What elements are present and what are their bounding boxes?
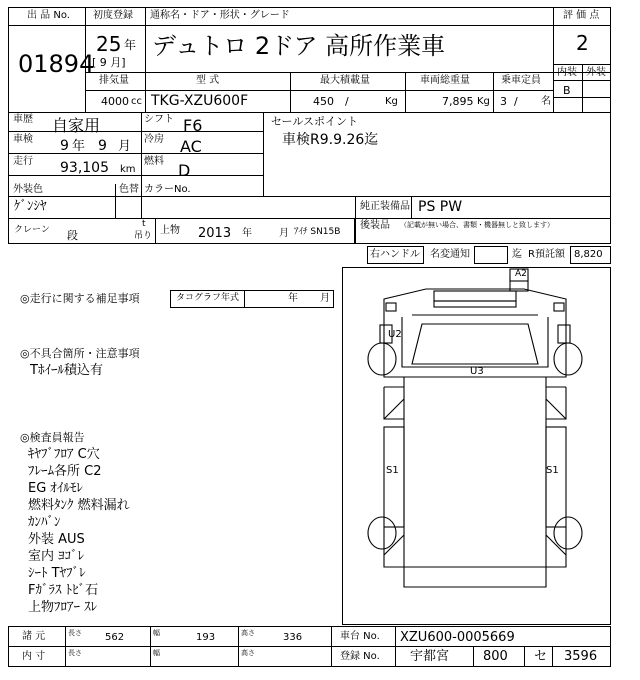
inner-width-label: 幅	[153, 649, 160, 657]
inspection-year: 9	[60, 138, 69, 154]
upper-label: 上物	[160, 225, 180, 236]
gross-weight: 7,895	[442, 95, 474, 108]
height: 336	[283, 632, 303, 643]
until-label: 迄	[512, 249, 522, 260]
chassis: XZU600-0005669	[400, 630, 515, 645]
displacement: 4000	[101, 95, 129, 108]
displacement-unit: cc	[131, 96, 142, 107]
crane-label: クレーン	[14, 225, 50, 235]
gross-weight-label: 車両総重量	[420, 75, 470, 86]
max-load-label: 最大積載量	[320, 75, 370, 86]
chassis-label: 車台 No.	[340, 631, 380, 642]
crane-stage-unit: 段	[67, 229, 78, 242]
lot-no-label: 出 品 No.	[27, 10, 70, 21]
max-load-unit: Kg	[385, 96, 398, 107]
width-label: 幅	[153, 629, 160, 637]
upper-month-unit: 月	[279, 228, 289, 239]
interior-label: 内装	[557, 67, 577, 78]
fuel-label: 燃料	[144, 156, 164, 167]
inspection-year-unit: 年	[72, 139, 86, 154]
inspector-item: ｷﾔﾌﾞﾌﾛｱ C穴	[28, 447, 100, 462]
rating-label: 評 価 点	[563, 10, 600, 21]
mark-s1-right: S1	[546, 465, 559, 476]
history-label: 車歴	[13, 114, 33, 125]
inspector-item: Fｶﾞﾗｽ ﾄﾋﾞ石	[28, 583, 99, 598]
upper-model: ｱｲﾁ SN15B	[294, 227, 341, 237]
name-label: 通称名・ドア・形状・グレード	[150, 10, 290, 21]
handle: 右ハンドル	[370, 249, 420, 260]
standard-equipment-label: 純正装備品	[360, 201, 410, 212]
vehicle-name: デュトロ 2ドア 高所作業車	[152, 32, 446, 60]
inspector-item: 室内 ﾖｺﾞﾚ	[28, 549, 85, 564]
reg-kana: セ	[534, 649, 548, 664]
defects-text: Tﾎｲｰﾙ積込有	[30, 363, 103, 378]
mark-u2: U2	[388, 329, 402, 340]
inspection-month-unit: 月	[118, 139, 132, 154]
crane-ton-unit: t	[142, 219, 146, 229]
reg-class: 800	[483, 649, 508, 664]
model-label: 型 式	[196, 75, 220, 86]
first-reg-label: 初度登録	[93, 10, 133, 21]
sales-point-label: セールスポイント	[271, 115, 359, 128]
capacity-unit: 名	[541, 96, 551, 107]
history: 自家用	[52, 116, 101, 135]
upper-year-unit: 年	[242, 228, 252, 239]
inner-length-label: 長さ	[68, 649, 82, 657]
height-label: 高さ	[241, 629, 255, 637]
recycle-label: R預託額	[528, 249, 565, 260]
truck-diagram	[342, 267, 611, 625]
mileage: 93,105	[60, 160, 109, 176]
defects-label: ◎不具合箇所・注意事項	[20, 347, 140, 360]
reg-number: 3596	[564, 649, 598, 664]
capacity-label: 乗車定員	[501, 75, 541, 86]
upper-year: 2013	[198, 226, 232, 241]
exterior-color: ｹﾞﾝｼﾔ	[14, 199, 47, 214]
mileage-label: 走行	[13, 156, 33, 167]
inspector-item: ｼｰﾄ Tﾔﾌﾞﾚ	[28, 566, 86, 581]
specs-label: 諸 元	[22, 631, 46, 642]
mileage-unit: km	[120, 164, 136, 175]
inner-label: 内 寸	[22, 651, 46, 662]
tacho-month-unit: 月	[320, 293, 330, 304]
tacho-label: タコグラフ年式	[176, 293, 240, 303]
mark-u3: U3	[470, 366, 484, 377]
recycle-value: 8,820	[574, 249, 603, 260]
length-label: 長さ	[68, 629, 82, 637]
inspection-month: 9	[98, 138, 107, 154]
first-reg-month: [ 9 月]	[92, 56, 126, 69]
shift-label: シフト	[144, 114, 174, 125]
mark-s1-left: S1	[386, 465, 399, 476]
standard-equipment: PS PW	[418, 199, 463, 215]
name-change-box	[474, 246, 508, 264]
inspector-item: ｶﾝﾊﾞﾝ	[28, 515, 61, 530]
max-load-slash: /	[345, 95, 349, 108]
first-reg-year: 25	[96, 32, 122, 56]
inspector-item: 燃料ﾀﾝｸ 燃料漏れ	[28, 498, 130, 513]
interior-grade: B	[563, 84, 571, 97]
color-no-label: カラーNo.	[144, 184, 191, 195]
inspector-item: EG ｵｲﾙﾓﾚ	[28, 481, 83, 496]
exterior-color-label: 外装色	[13, 184, 43, 195]
inspector-item: 上物ﾌﾛｱｰ ｽﾚ	[28, 600, 98, 615]
inspector-item: 外装 AUS	[28, 532, 85, 547]
reg-place: 宇都宮	[410, 649, 450, 664]
model: TKG-XZU600F	[151, 93, 249, 109]
gross-weight-unit: Kg	[477, 96, 490, 107]
exterior-label: 外装	[586, 67, 606, 78]
inspection-label: 車検	[13, 134, 33, 145]
max-load: 450	[313, 95, 334, 108]
ac-label: 冷房	[144, 134, 164, 145]
inspector-label: ◎検査員報告	[20, 431, 85, 444]
name-change-label-visible: 名変通知	[430, 249, 470, 260]
crane-lift-unit: 吊り	[134, 231, 153, 241]
lot-no: 01894	[18, 50, 95, 78]
inspector-item: ﾌﾚｰﾑ各所 C2	[28, 464, 102, 479]
shift: F6	[183, 116, 203, 135]
driving-notes-label: ◎走行に関する補足事項	[20, 292, 140, 305]
rating: 2	[576, 31, 589, 55]
capacity-slash: /	[514, 95, 518, 108]
color-change-label: 色替	[119, 184, 139, 195]
year-unit: 年	[124, 38, 137, 52]
reg-label: 登録 No.	[340, 651, 380, 662]
tacho-year-unit: 年	[288, 293, 298, 304]
aftermarket-label: 後装品	[360, 220, 390, 231]
displacement-label: 排気量	[99, 75, 129, 86]
inner-height-label: 高さ	[241, 649, 255, 657]
length: 562	[105, 632, 125, 643]
aftermarket-note: （記載が無い場合、書類・機器無しと致します）	[400, 221, 554, 229]
capacity: 3	[500, 95, 507, 108]
fuel: D	[178, 161, 191, 180]
sales-point: 車検R9.9.26迄	[282, 132, 379, 148]
mark-a2: A2	[515, 269, 527, 279]
width: 193	[196, 632, 216, 643]
ac: AC	[180, 137, 202, 156]
